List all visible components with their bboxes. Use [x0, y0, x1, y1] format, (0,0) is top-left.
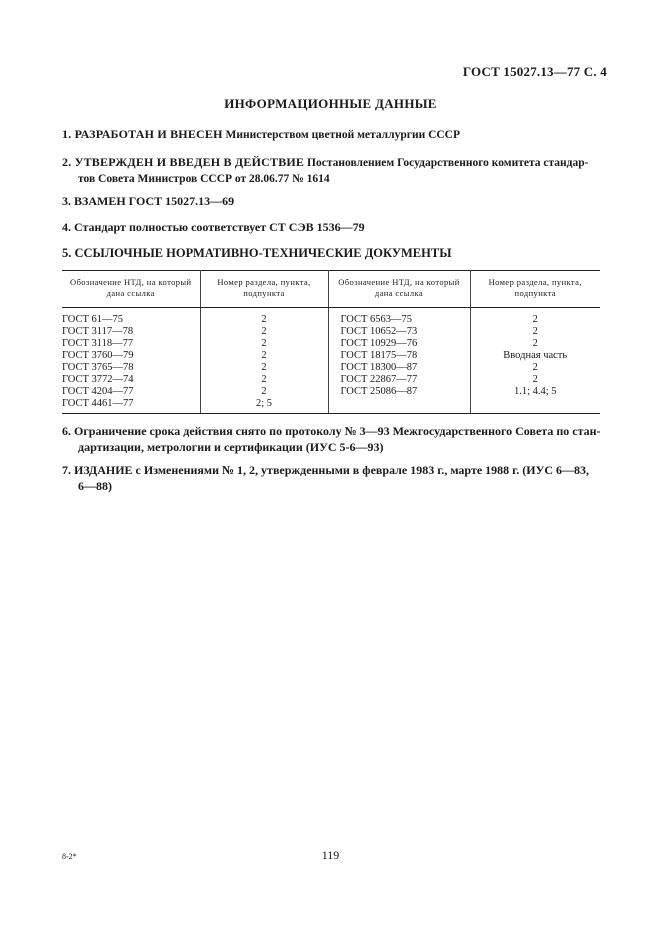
item-7-line1: 7. ИЗДАНИЕ с Изменениями № 1, 2, утвержденными в феврале 1983 г., марте 1988 г. (ИУС 6—83, [62, 463, 590, 477]
item-5: 5. ССЫЛОЧНЫЕ НОРМАТИВНО-ТЕХНИЧЕСКИЕ ДОКУМЕНТЫ [62, 246, 452, 260]
item-1-text: Министерством цветной металлургии СССР [222, 129, 461, 141]
table-header-row [62, 271, 600, 308]
doc-ref: ГОСТ 3772—74 [62, 374, 200, 386]
item-2 [62, 154, 602, 187]
section-ref: 2 [200, 386, 328, 398]
section-title: ИНФОРМАЦИОННЫЕ ДАННЫЕ [224, 96, 437, 111]
section-ref: 2 [532, 314, 538, 325]
doc-ref: ГОСТ 18300—87 [328, 362, 470, 374]
references-table [62, 270, 600, 414]
section-ref: 2 [200, 338, 328, 350]
section-ref [470, 398, 600, 414]
page-number: 119 [321, 848, 340, 862]
table-row [62, 308, 600, 327]
doc-ref: ГОСТ 25086—87 [328, 386, 470, 398]
table-row [62, 326, 600, 338]
section-ref: 2 [200, 308, 328, 327]
section-ref: 2 [200, 374, 328, 386]
table-row [62, 374, 600, 386]
doc-ref: ГОСТ 10652—73 [328, 326, 470, 338]
header-doc-left: Обозначение НТД, на который дана ссылка [62, 271, 200, 308]
item-2-text-line2: тов Совета Министров СССР от 28.06.77 № 1614 [78, 173, 330, 185]
doc-ref [328, 398, 470, 414]
section-ref: 2 [200, 326, 328, 338]
section-ref: 2; 5 [200, 398, 328, 414]
doc-ref: ГОСТ 18175—78 [328, 350, 470, 362]
item-7-line2: 6—88) [78, 479, 112, 493]
section-ref: Вводная часть [503, 350, 568, 361]
doc-ref: ГОСТ 4461—77 [62, 398, 200, 414]
table-row [62, 398, 600, 414]
header-doc-right: Обозначение НТД, на который дана ссылка [328, 271, 470, 308]
doc-ref: ГОСТ 3118—77 [62, 338, 200, 350]
section-ref: 2 [532, 338, 538, 349]
item-1 [62, 126, 602, 143]
doc-ref: ГОСТ 3760—79 [62, 350, 200, 362]
section-ref: 2 [532, 362, 538, 373]
header-section-left: Номер раздела, пункта, подпункта [200, 271, 328, 308]
item-6 [62, 423, 602, 455]
item-6-line1: 6. Ограничение срока действия снято по протоколу № 3—93 Межгосударственного Совета по стан- [62, 424, 601, 438]
header-section-right: Номер раздела, пункта, подпункта [470, 271, 600, 308]
table-row [62, 362, 600, 374]
table-row [62, 386, 600, 398]
section-ref: 2 [532, 326, 538, 337]
section-ref: 2 [532, 374, 538, 385]
table-row [62, 350, 600, 362]
section-ref: 2 [200, 350, 328, 362]
item-3: 3. ВЗАМЕН ГОСТ 15027.13—69 [62, 194, 235, 208]
document-header: ГОСТ 15027.13—77 С. 4 [462, 64, 607, 79]
item-6-line2: дартизации, метрологии и сертификации (ИУС 5-6—93) [78, 440, 384, 454]
section-ref: 2 [200, 362, 328, 374]
item-2-text-line1: Постановлением Государственного комитета стандар- [304, 157, 589, 169]
doc-ref: ГОСТ 10929—76 [328, 338, 470, 350]
item-4: 4. Стандарт полностью соответствует СТ СЭВ 1536—79 [62, 220, 365, 234]
table-row [62, 338, 600, 350]
doc-ref: ГОСТ 61—75 [62, 308, 200, 327]
item-7 [62, 462, 602, 494]
item-2-lead: 2. УТВЕРЖДЕН И ВВЕДЕН В ДЕЙСТВИЕ [62, 155, 305, 169]
doc-ref: ГОСТ 3765—78 [62, 362, 200, 374]
doc-ref: ГОСТ 22867—77 [328, 374, 470, 386]
doc-ref: ГОСТ 3117—78 [62, 326, 200, 338]
doc-ref: ГОСТ 4204—77 [62, 386, 200, 398]
section-ref: 1.1; 4.4; 5 [513, 386, 557, 397]
print-mark: 8-2* [62, 852, 77, 861]
item-1-lead: 1. РАЗРАБОТАН И ВНЕСЕН [62, 127, 223, 141]
doc-ref: ГОСТ 6563—75 [328, 308, 470, 327]
